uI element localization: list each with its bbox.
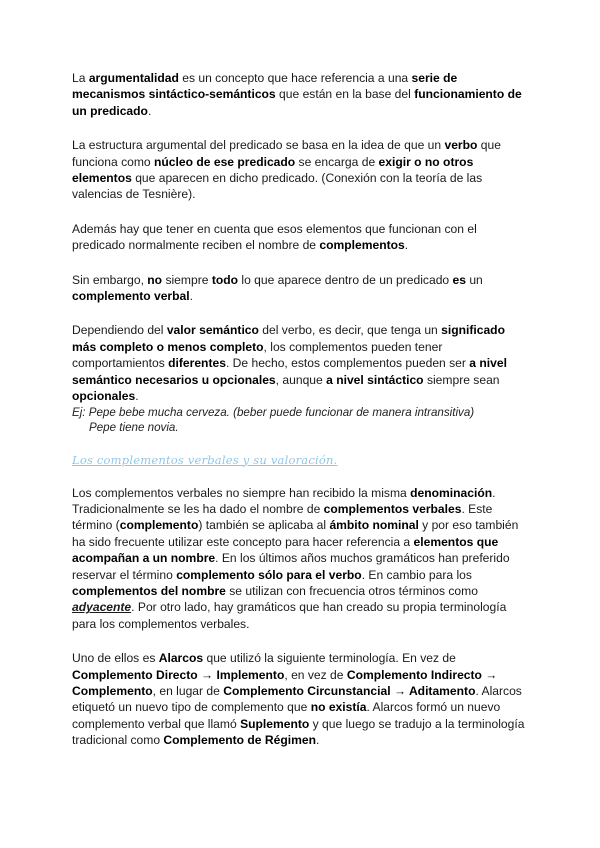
text: . xyxy=(147,103,152,118)
bold-text: complementos verbales xyxy=(323,501,462,516)
bold-text: Complemento Indirecto → Complemento xyxy=(72,667,498,698)
bold-text: argumentalidad xyxy=(88,71,179,85)
bold-text: todo xyxy=(211,272,239,287)
text: , en vez de xyxy=(284,667,347,682)
paragraph-sin-embargo xyxy=(72,272,530,305)
text: y por eso también ha sido frecuente utilizar este concepto para hacer referencia a xyxy=(72,518,519,549)
bold-text: complemento verbal xyxy=(72,289,190,304)
paragraph-estructura xyxy=(72,137,530,203)
bold-text: no existía xyxy=(310,700,367,715)
bold-text: no xyxy=(147,272,163,287)
text: . De hecho, estos complementos pueden ser xyxy=(225,356,470,371)
text: que utilizó la siguiente terminología. En vez de xyxy=(203,651,456,666)
text: . Alarcos etiquetó un nuevo tipo de complemento que xyxy=(72,683,522,715)
bold-text: denominación xyxy=(410,485,493,500)
text: . En cambio para los xyxy=(361,567,472,582)
text: Además hay que tener en cuenta que esos elementos que funcionan con el predicado normalmente reciben el nombre de xyxy=(72,221,477,253)
bold-text: complementos del nombre xyxy=(72,583,226,598)
bold-text: Complemento Circunstancial → Aditamento xyxy=(223,683,476,698)
example-line: Ej: Pepe bebe mucha cerveza. (beber puede funcionar de manera intransitiva) xyxy=(72,405,475,419)
text: un xyxy=(465,272,483,287)
bold-text: diferentes xyxy=(168,356,226,371)
bold-text: a nivel semántico necesarios u opcionales xyxy=(72,356,507,387)
bold-text: elementos que acompañan a un nombre xyxy=(72,534,499,566)
bold-text: serie de mecanismos sintáctico-semánticos xyxy=(72,71,458,102)
bold-text: complemento xyxy=(119,518,199,533)
text: . Alarcos formó un nuevo complemento verbal que llamó xyxy=(72,700,501,731)
text: . En los últimos años muchos gramáticos han preferido reservar el término xyxy=(72,551,510,582)
text: es un concepto que hace referencia a una xyxy=(178,71,412,85)
bold-text: Complemento Directo → Implemento xyxy=(72,667,285,682)
bold-text: núcleo de ese predicado xyxy=(154,154,296,169)
bold-text: valor semántico xyxy=(166,323,259,338)
text: del verbo, es decir, que tenga un xyxy=(258,323,442,338)
bold-text: Complemento de Régimen xyxy=(163,733,316,748)
bold-text: funcionamiento de un predicado xyxy=(72,87,522,118)
bold-text: significado más completo o menos completo xyxy=(72,323,505,354)
text: que funciona como xyxy=(72,138,501,169)
text: que aparecen en dicho predicado. (Conexión con la teoría de las valencias de Tesnière). xyxy=(72,171,483,202)
text: siempre xyxy=(162,272,212,287)
paragraph-alarcos xyxy=(72,650,530,748)
underlined-term: adyacente xyxy=(72,600,132,615)
bold-text: ámbito nominal xyxy=(329,518,419,533)
text: . xyxy=(404,238,409,253)
text: . Tradicionalmente se les ha dado el nombre de xyxy=(72,485,496,516)
bold-text: Alarcos xyxy=(158,651,204,666)
paragraph-argumentalidad xyxy=(72,70,530,119)
text: La estructura argumental del predicado se basa en la idea de que un xyxy=(72,138,445,153)
paragraph-denominacion xyxy=(72,485,530,633)
text: Los complementos verbales no siempre han recibido la misma xyxy=(72,485,411,500)
text: . xyxy=(315,733,320,748)
text: . xyxy=(189,289,193,304)
paragraph-valor-semantico xyxy=(72,322,530,404)
text: . Este término ( xyxy=(72,501,493,533)
text: Uno de ellos es xyxy=(72,651,159,666)
section-heading: Los complementos verbales y su valoración. xyxy=(72,452,338,467)
text: ) también se aplicaba al xyxy=(198,518,330,533)
bold-text: exigir o no otros elementos xyxy=(72,154,474,186)
bold-text: a nivel sintáctico xyxy=(326,372,424,387)
text: , los complementos pueden tener comportamientos xyxy=(72,339,443,371)
text: . xyxy=(135,389,139,404)
text: lo que aparece dentro de un predicado xyxy=(238,272,453,287)
text: se encarga de xyxy=(295,154,379,169)
paragraph-complementos xyxy=(72,221,530,254)
text: que están en la base del xyxy=(275,87,415,102)
text: . Por otro lado, hay gramáticos que han creado su propia terminología para los complementos verbales. xyxy=(72,600,507,631)
bold-text: opcionales xyxy=(72,389,136,404)
bold-text: complementos xyxy=(319,238,405,253)
bold-text: Suplemento xyxy=(240,716,310,731)
text: , aunque xyxy=(275,372,327,387)
text: , en lugar de xyxy=(152,683,224,698)
bold-text: es xyxy=(452,272,466,287)
text: se utilizan con frecuencia otros términos como xyxy=(225,583,478,598)
example-line: Pepe tiene novia. xyxy=(89,420,179,434)
text: La xyxy=(72,71,89,85)
text: siempre sean xyxy=(423,372,500,387)
text: y que luego se tradujo a la terminología tradicional como xyxy=(72,716,525,748)
text: Dependiendo del xyxy=(72,323,167,338)
bold-text: complemento sólo para el verbo xyxy=(176,567,362,582)
example-block xyxy=(72,405,530,435)
bold-text: verbo xyxy=(444,138,478,153)
text: Sin embargo, xyxy=(72,272,148,287)
